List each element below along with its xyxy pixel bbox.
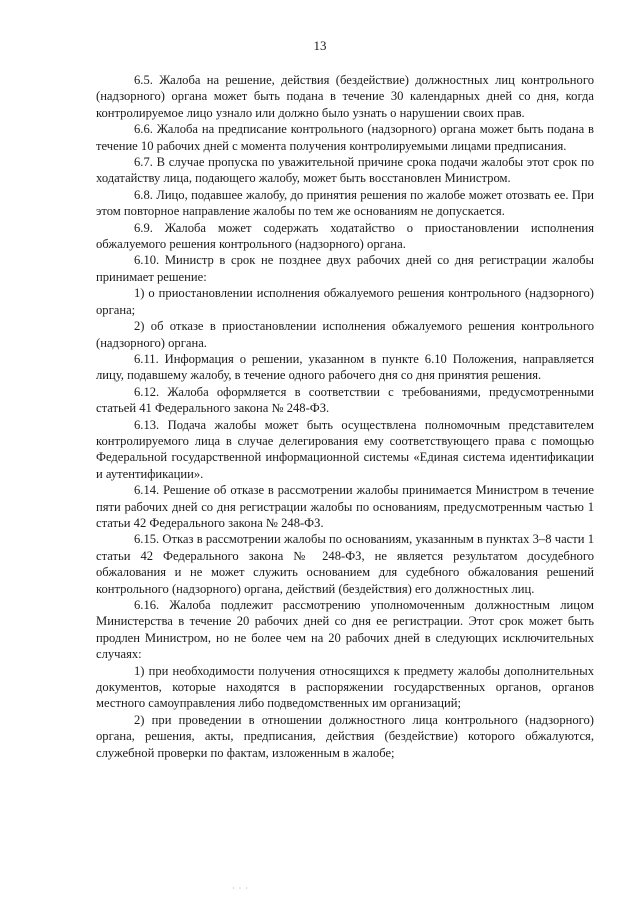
- paragraph-6-16-item-2: 2) при проведении в отношении должностного лица контрольного (надзорного) органа, решения, акты, предписания, действия (бездействие) которого обжалуются, служебной проверки по фактам, изложенным в жалобе;: [96, 712, 594, 760]
- paragraph-6-11: 6.11. Информация о решении, указанном в пункте 6.10 Положения, направляется лицу, подавшему жалобу, в течение одного рабочего дня со дня принятия решения.: [96, 351, 594, 383]
- paragraph-6-7: 6.7. В случае пропуска по уважительной причине срока подачи жалобы этот срок по ходатайству лица, подающего жалобу, может быть восстановлен Министром.: [96, 155, 594, 186]
- paragraph-6-8: 6.8. Лицо, подавшее жалобу, до принятия решения по жалобе может отозвать ее. При этом повторное направление жалобы по тем же основаниям не допускается.: [96, 187, 594, 219]
- paragraph-6-14: 6.14. Решение об отказе в рассмотрении жалобы принимается Министром в течение пяти рабочих дней со дня регистрации жалобы по основаниям, предусмотренным частью 1 статьи 42 Федерального закона № 248-ФЗ.: [96, 483, 594, 530]
- paragraph-6-5: 6.5. Жалоба на решение, действия (бездействие) должностных лиц контрольного (надзорного) органа может быть подана в течение 30 календарных дней со дня, когда контролируемое лицо узнало или должно было узнать о нарушении своих прав.: [96, 73, 594, 120]
- paragraph-6-10: 6.10. Министр в срок не позднее двух рабочих дней со дня регистрации жалобы принимает решение:: [96, 253, 594, 284]
- paragraph-6-10-item-2: 2) об отказе в приостановлении исполнения обжалуемого решения контрольного (надзорного) органа.: [96, 319, 594, 350]
- document-body: [96, 72, 594, 761]
- paragraph-6-16-item-1: 1) при необходимости получения относящихся к предмету жалобы дополнительных документов, которые находятся в распоряжении государственных органов, органов местного самоуправления либо подведомственных им организаций;: [96, 663, 594, 711]
- footer-scan-mark: · · ·: [232, 884, 249, 893]
- paragraph-6-10-item-1: 1) о приостановлении исполнения обжалуемого решения контрольного (надзорного) органа;: [96, 286, 594, 317]
- paragraph-6-15: 6.15. Отказ в рассмотрении жалобы по основаниям, указанным в пунктах 3–8 части 1 статьи 42 Федерального закона № 248-ФЗ, не является результатом досудебного обжалования и не может служить основанием для судебного обжалования решений контрольного (надзорного) органа, действий (бездействия) его должностных лиц.: [96, 532, 594, 596]
- paragraph-6-12: 6.12. Жалоба оформляется в соответствии с требованиями, предусмотренными статьей 41 Федерального закона № 248-ФЗ.: [96, 384, 594, 416]
- page-number: 13: [313, 38, 327, 53]
- paragraph-6-16: 6.16. Жалоба подлежит рассмотрению уполномоченным должностным лицом Министерства в течение 20 рабочих дней со дня ее регистрации. Этот срок может быть продлен Министром, но не более чем на 20 рабочих дней в следующих исключительных случаях:: [96, 598, 594, 662]
- paragraph-6-6: 6.6. Жалоба на предписание контрольного (надзорного) органа может быть подана в течение 10 рабочих дней с момента получения контролируемыми лицами предписания.: [96, 122, 594, 153]
- paragraph-6-13: 6.13. Подача жалобы может быть осуществлена полномочным представителем контролируемого лица в случае делегирования ему соответствующего права с помощью Федеральной государственной информационной системы «Единая система идентификации и аутентификации».: [96, 417, 594, 481]
- paragraph-6-9: 6.9. Жалоба может содержать ходатайство о приостановлении исполнения обжалуемого решения контрольного (надзорного) органа.: [96, 220, 594, 252]
